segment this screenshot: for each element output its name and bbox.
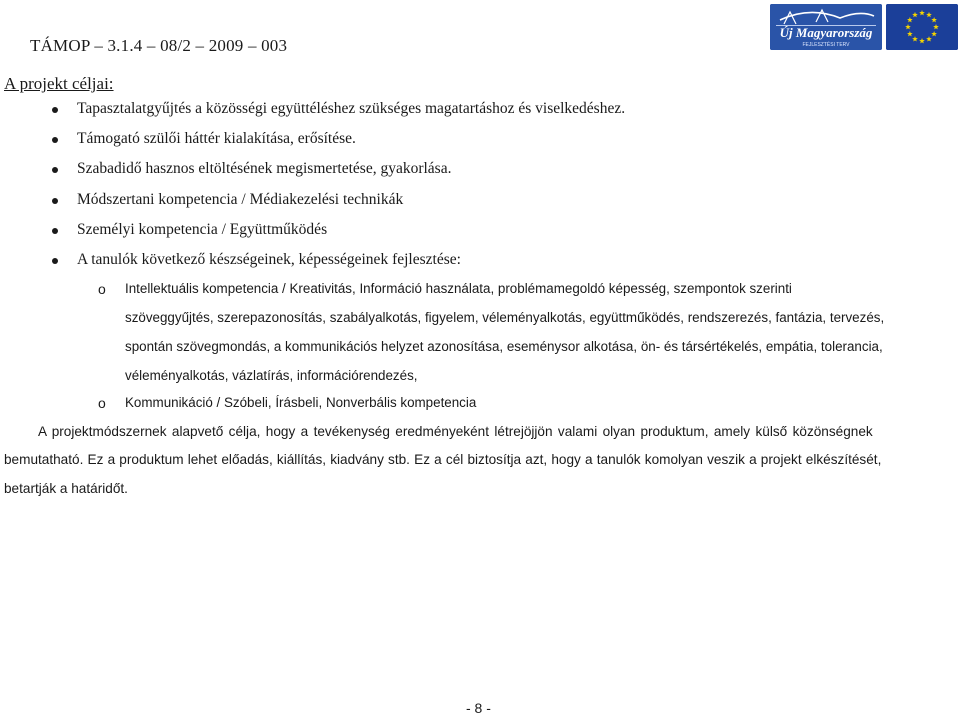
sub-bullet-marker: o <box>98 281 106 297</box>
sub-bullet-marker: o <box>98 395 106 411</box>
sub-bullet-line: Kommunikáció / Szóbeli, Írásbeli, Nonverbális kompetencia <box>125 395 477 410</box>
sub-bullet-line: Intellektuális kompetencia / Kreativitás, Információ használata, problémamegoldó képesség, szempontok szerinti <box>125 281 792 296</box>
section-title: A projekt céljai: <box>4 74 114 93</box>
sub-bullet-line: spontán szövegmondás, a kommunikációs helyzet azonosítása, eseménysor alkotása, ön- és társértékelés, empátia, tolerancia, <box>125 339 883 354</box>
project-code: TÁMOP – 3.1.4 – 08/2 – 2009 – 003 <box>30 36 288 55</box>
bullet-text: Személyi kompetencia / Együttműködés <box>77 221 328 238</box>
bullet-text: A tanulók következő készségeinek, képességeinek fejlesztése: <box>77 251 461 268</box>
bullet-text: Módszertani kompetencia / Médiakezelési technikák <box>77 191 404 208</box>
sub-bullet-line: szöveggyűjtés, szerepazonosítás, szabályalkotás, figyelem, véleményalkotás, együttműködés, rendszerezés, fantázia, tervezés, <box>125 310 885 325</box>
paragraph-line: betartják a határidőt. <box>4 481 128 496</box>
page-number: - 8 - <box>466 700 491 716</box>
uj-magyarorszag-logo-graphic <box>770 4 882 50</box>
bullet-text: Támogató szülői háttér kialakítása, erősítése. <box>77 130 356 147</box>
logo-group <box>770 4 960 50</box>
bullet-text: Tapasztalatgyűjtés a közösségi együttéléshez szükséges magatartáshoz és viselkedéshez. <box>77 100 626 117</box>
eu-flag-logo <box>886 4 958 50</box>
bullet-dot-icon <box>52 198 58 204</box>
eu-flag-graphic <box>886 4 958 50</box>
bullet-dot-icon <box>52 167 58 173</box>
bullet-dot-icon <box>52 258 58 264</box>
bullet-dot-icon <box>52 107 58 113</box>
bullet-text: Szabadidő hasznos eltöltésének megismertetése, gyakorlása. <box>77 160 452 177</box>
paragraph-line: A projektmódszernek alapvető célja, hogy a tevékenység eredményeként létrejöjjön valami olyan produktum, amely külső közönségnek <box>38 424 873 439</box>
logo-title-text: Új Magyarország <box>779 25 873 40</box>
uj-magyarorszag-logo <box>770 4 882 50</box>
paragraph-line: bemutatható. Ez a produktum lehet előadás, kiállítás, kiadvány stb. Ez a cél biztosítja azt, hogy a tanulók komolyan veszik a projekt elkészítését, <box>4 452 882 467</box>
bullet-dot-icon <box>52 137 58 143</box>
bullet-dot-icon <box>52 228 58 234</box>
logo-subtitle-text: FEJLESZTÉSI TERV <box>802 42 850 48</box>
sub-bullet-line: véleményalkotás, vázlatírás, információrendezés, <box>125 368 418 383</box>
